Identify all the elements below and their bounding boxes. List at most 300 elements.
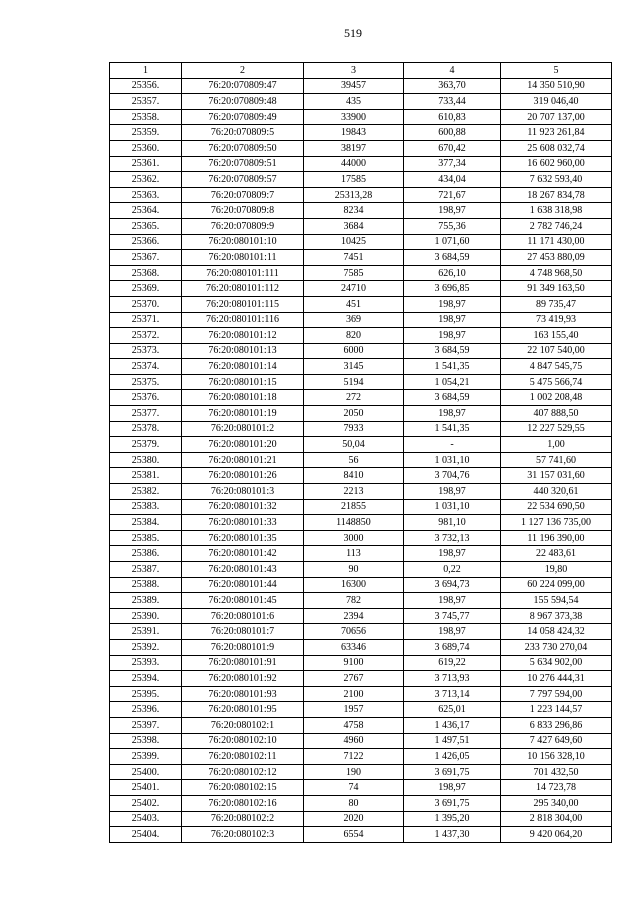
area-cell: 7585 <box>304 265 404 281</box>
row-number-cell: 25394. <box>110 671 182 687</box>
row-number-cell: 25386. <box>110 546 182 562</box>
rate-cell: 1 436,17 <box>404 717 501 733</box>
page-number: 519 <box>344 26 362 40</box>
area-cell: 21855 <box>304 499 404 515</box>
table-row <box>110 328 612 344</box>
rate-cell: 1 541,35 <box>404 359 501 375</box>
area-cell: 90 <box>304 562 404 578</box>
cadastral-number-cell: 76:20:080101:33 <box>182 515 304 531</box>
table-row <box>110 530 612 546</box>
value-cell: 60 224 099,00 <box>501 577 612 593</box>
cadastral-number-cell: 76:20:070809:47 <box>182 78 304 94</box>
row-number-cell: 25364. <box>110 203 182 219</box>
value-cell: 10 276 444,31 <box>501 671 612 687</box>
cadastral-number-cell: 76:20:080101:112 <box>182 281 304 297</box>
row-number-cell: 25395. <box>110 686 182 702</box>
cadastral-number-cell: 76:20:080102:15 <box>182 780 304 796</box>
rate-cell: 198,97 <box>404 406 501 422</box>
rate-cell: 1 031,10 <box>404 452 501 468</box>
area-cell: 369 <box>304 312 404 328</box>
row-number-cell: 25396. <box>110 702 182 718</box>
rate-cell: 600,88 <box>404 125 501 141</box>
rate-cell: 1 541,35 <box>404 421 501 437</box>
rate-cell: 1 497,51 <box>404 733 501 749</box>
value-cell: 2 818 304,00 <box>501 811 612 827</box>
table-row <box>110 421 612 437</box>
row-number-cell: 25361. <box>110 156 182 172</box>
rate-cell: 363,70 <box>404 78 501 94</box>
value-cell: 11 171 430,00 <box>501 234 612 250</box>
rate-cell: 198,97 <box>404 203 501 219</box>
cadastral-number-cell: 76:20:080101:13 <box>182 343 304 359</box>
row-number-cell: 25404. <box>110 827 182 843</box>
row-number-cell: 25363. <box>110 187 182 203</box>
value-cell: 319 046,40 <box>501 94 612 110</box>
value-cell: 22 107 540,00 <box>501 343 612 359</box>
rate-cell: 198,97 <box>404 546 501 562</box>
table-row <box>110 390 612 406</box>
row-number-cell: 25356. <box>110 78 182 94</box>
area-cell: 25313,28 <box>304 187 404 203</box>
value-cell: 27 453 880,09 <box>501 250 612 266</box>
row-number-cell: 25369. <box>110 281 182 297</box>
rate-cell: 3 689,74 <box>404 639 501 655</box>
cadastral-number-cell: 76:20:080101:19 <box>182 406 304 422</box>
value-cell: 20 707 137,00 <box>501 109 612 125</box>
value-cell: 22 534 690,50 <box>501 499 612 515</box>
rate-cell: 733,44 <box>404 94 501 110</box>
area-cell: 7933 <box>304 421 404 437</box>
value-cell: 4 748 968,50 <box>501 265 612 281</box>
row-number-cell: 25357. <box>110 94 182 110</box>
rate-cell: 198,97 <box>404 328 501 344</box>
cadastral-number-cell: 76:20:070809:8 <box>182 203 304 219</box>
cadastral-number-cell: 76:20:070809:9 <box>182 218 304 234</box>
table-row <box>110 780 612 796</box>
area-cell: 9100 <box>304 655 404 671</box>
row-number-cell: 25402. <box>110 795 182 811</box>
value-cell: 14 350 510,90 <box>501 78 612 94</box>
rate-cell: 198,97 <box>404 780 501 796</box>
area-cell: 8410 <box>304 468 404 484</box>
area-cell: 451 <box>304 296 404 312</box>
table-row <box>110 764 612 780</box>
cadastral-number-cell: 76:20:080101:15 <box>182 374 304 390</box>
cadastral-number-cell: 76:20:070809:57 <box>182 172 304 188</box>
cadastral-number-cell: 76:20:080101:26 <box>182 468 304 484</box>
data-table <box>109 62 612 843</box>
area-cell: 782 <box>304 593 404 609</box>
cadastral-number-cell: 76:20:070809:48 <box>182 94 304 110</box>
table-row <box>110 234 612 250</box>
rate-cell: 377,34 <box>404 156 501 172</box>
row-number-cell: 25375. <box>110 374 182 390</box>
table-row <box>110 468 612 484</box>
row-number-cell: 25370. <box>110 296 182 312</box>
table-row <box>110 109 612 125</box>
value-cell: 89 735,47 <box>501 296 612 312</box>
rate-cell: 3 745,77 <box>404 608 501 624</box>
row-number-cell: 25374. <box>110 359 182 375</box>
area-cell: 70656 <box>304 624 404 640</box>
table-row <box>110 749 612 765</box>
rate-cell: 1 071,60 <box>404 234 501 250</box>
cadastral-number-cell: 76:20:080101:3 <box>182 484 304 500</box>
table-row <box>110 78 612 94</box>
value-cell: 1,00 <box>501 437 612 453</box>
area-cell: 80 <box>304 795 404 811</box>
value-cell: 295 340,00 <box>501 795 612 811</box>
row-number-cell: 25382. <box>110 484 182 500</box>
table-row <box>110 515 612 531</box>
area-cell: 2213 <box>304 484 404 500</box>
rate-cell: 1 054,21 <box>404 374 501 390</box>
value-cell: 16 602 960,00 <box>501 156 612 172</box>
row-number-cell: 25367. <box>110 250 182 266</box>
area-cell: 39457 <box>304 78 404 94</box>
value-cell: 5 634 902,00 <box>501 655 612 671</box>
value-cell: 1 638 318,98 <box>501 203 612 219</box>
table-row <box>110 686 612 702</box>
area-cell: 4960 <box>304 733 404 749</box>
rate-cell: 3 684,59 <box>404 250 501 266</box>
value-cell: 5 475 566,74 <box>501 374 612 390</box>
row-number-cell: 25391. <box>110 624 182 640</box>
area-cell: 1148850 <box>304 515 404 531</box>
table-row <box>110 733 612 749</box>
table-row <box>110 125 612 141</box>
cadastral-number-cell: 76:20:080101:93 <box>182 686 304 702</box>
table-row <box>110 156 612 172</box>
row-number-cell: 25360. <box>110 140 182 156</box>
rate-cell: 625,01 <box>404 702 501 718</box>
cadastral-number-cell: 76:20:080102:16 <box>182 795 304 811</box>
value-cell: 22 483,61 <box>501 546 612 562</box>
cadastral-number-cell: 76:20:080101:11 <box>182 250 304 266</box>
table-row <box>110 281 612 297</box>
area-cell: 2767 <box>304 671 404 687</box>
column-header: 2 <box>182 63 304 79</box>
area-cell: 272 <box>304 390 404 406</box>
cadastral-number-cell: 76:20:070809:49 <box>182 109 304 125</box>
value-cell: 19,80 <box>501 562 612 578</box>
table-row <box>110 312 612 328</box>
rate-cell: 755,36 <box>404 218 501 234</box>
cadastral-number-cell: 76:20:080101:14 <box>182 359 304 375</box>
value-cell: 440 320,61 <box>501 484 612 500</box>
table-row <box>110 406 612 422</box>
cadastral-number-cell: 76:20:080101:115 <box>182 296 304 312</box>
row-number-cell: 25389. <box>110 593 182 609</box>
cadastral-number-cell: 76:20:080102:12 <box>182 764 304 780</box>
table-row <box>110 671 612 687</box>
table-row <box>110 593 612 609</box>
area-cell: 190 <box>304 764 404 780</box>
value-cell: 11 923 261,84 <box>501 125 612 141</box>
area-cell: 63346 <box>304 639 404 655</box>
row-number-cell: 25380. <box>110 452 182 468</box>
area-cell: 10425 <box>304 234 404 250</box>
area-cell: 7451 <box>304 250 404 266</box>
value-cell: 10 156 328,10 <box>501 749 612 765</box>
table-row <box>110 484 612 500</box>
table-row <box>110 94 612 110</box>
header-row <box>110 63 612 79</box>
area-cell: 24710 <box>304 281 404 297</box>
value-cell: 91 349 163,50 <box>501 281 612 297</box>
cadastral-number-cell: 76:20:070809:5 <box>182 125 304 141</box>
table-row <box>110 203 612 219</box>
table-row <box>110 187 612 203</box>
cadastral-number-cell: 76:20:080101:10 <box>182 234 304 250</box>
cadastral-number-cell: 76:20:080101:91 <box>182 655 304 671</box>
table-row <box>110 717 612 733</box>
row-number-cell: 25400. <box>110 764 182 780</box>
row-number-cell: 25403. <box>110 811 182 827</box>
area-cell: 6554 <box>304 827 404 843</box>
cadastral-number-cell: 76:20:080102:10 <box>182 733 304 749</box>
row-number-cell: 25379. <box>110 437 182 453</box>
cadastral-number-cell: 76:20:080101:35 <box>182 530 304 546</box>
value-cell: 701 432,50 <box>501 764 612 780</box>
table-header <box>110 63 612 79</box>
row-number-cell: 25393. <box>110 655 182 671</box>
area-cell: 4758 <box>304 717 404 733</box>
value-cell: 6 833 296,86 <box>501 717 612 733</box>
table-row <box>110 577 612 593</box>
table-row <box>110 140 612 156</box>
rate-cell: 610,83 <box>404 109 501 125</box>
table-row <box>110 811 612 827</box>
table-row <box>110 655 612 671</box>
value-cell: 31 157 031,60 <box>501 468 612 484</box>
row-number-cell: 25378. <box>110 421 182 437</box>
area-cell: 74 <box>304 780 404 796</box>
row-number-cell: 25359. <box>110 125 182 141</box>
row-number-cell: 25368. <box>110 265 182 281</box>
area-cell: 38197 <box>304 140 404 156</box>
value-cell: 7 632 593,40 <box>501 172 612 188</box>
area-cell: 19843 <box>304 125 404 141</box>
rate-cell: 3 694,73 <box>404 577 501 593</box>
area-cell: 50,04 <box>304 437 404 453</box>
area-cell: 3145 <box>304 359 404 375</box>
area-cell: 113 <box>304 546 404 562</box>
cadastral-number-cell: 76:20:080102:3 <box>182 827 304 843</box>
area-cell: 56 <box>304 452 404 468</box>
column-header: 4 <box>404 63 501 79</box>
area-cell: 6000 <box>304 343 404 359</box>
row-number-cell: 25362. <box>110 172 182 188</box>
rate-cell: 1 426,05 <box>404 749 501 765</box>
value-cell: 57 741,60 <box>501 452 612 468</box>
value-cell: 25 608 032,74 <box>501 140 612 156</box>
row-number-cell: 25373. <box>110 343 182 359</box>
cadastral-number-cell: 76:20:080101:43 <box>182 562 304 578</box>
rate-cell: 3 684,59 <box>404 343 501 359</box>
value-cell: 2 782 746,24 <box>501 218 612 234</box>
cadastral-number-cell: 76:20:080102:11 <box>182 749 304 765</box>
value-cell: 8 967 373,38 <box>501 608 612 624</box>
table-row <box>110 608 612 624</box>
table-row <box>110 250 612 266</box>
table-row <box>110 702 612 718</box>
table-row <box>110 218 612 234</box>
rate-cell: 721,67 <box>404 187 501 203</box>
value-cell: 4 847 545,75 <box>501 359 612 375</box>
rate-cell: 981,10 <box>404 515 501 531</box>
row-number-cell: 25371. <box>110 312 182 328</box>
rate-cell: 3 691,75 <box>404 795 501 811</box>
area-cell: 33900 <box>304 109 404 125</box>
table-body <box>110 78 612 842</box>
table-row <box>110 546 612 562</box>
rate-cell: 1 437,30 <box>404 827 501 843</box>
rate-cell: 619,22 <box>404 655 501 671</box>
row-number-cell: 25376. <box>110 390 182 406</box>
value-cell: 7 797 594,00 <box>501 686 612 702</box>
area-cell: 2394 <box>304 608 404 624</box>
rate-cell: 3 684,59 <box>404 390 501 406</box>
rate-cell: 3 704,76 <box>404 468 501 484</box>
table-row <box>110 296 612 312</box>
area-cell: 1957 <box>304 702 404 718</box>
row-number-cell: 25401. <box>110 780 182 796</box>
rate-cell: 1 395,20 <box>404 811 501 827</box>
cadastral-number-cell: 76:20:070809:51 <box>182 156 304 172</box>
rate-cell: - <box>404 437 501 453</box>
table-row <box>110 795 612 811</box>
value-cell: 1 002 208,48 <box>501 390 612 406</box>
cadastral-number-cell: 76:20:080101:12 <box>182 328 304 344</box>
value-cell: 155 594,54 <box>501 593 612 609</box>
rate-cell: 198,97 <box>404 593 501 609</box>
rate-cell: 626,10 <box>404 265 501 281</box>
cadastral-number-cell: 76:20:080101:42 <box>182 546 304 562</box>
rate-cell: 3 732,13 <box>404 530 501 546</box>
rate-cell: 1 031,10 <box>404 499 501 515</box>
cadastral-number-cell: 76:20:080101:2 <box>182 421 304 437</box>
cadastral-number-cell: 76:20:080101:111 <box>182 265 304 281</box>
value-cell: 9 420 064,20 <box>501 827 612 843</box>
value-cell: 163 155,40 <box>501 328 612 344</box>
table-row <box>110 499 612 515</box>
area-cell: 2050 <box>304 406 404 422</box>
rate-cell: 3 713,14 <box>404 686 501 702</box>
table-row <box>110 359 612 375</box>
rate-cell: 670,42 <box>404 140 501 156</box>
area-cell: 17585 <box>304 172 404 188</box>
row-number-cell: 25385. <box>110 530 182 546</box>
cadastral-number-cell: 76:20:080101:44 <box>182 577 304 593</box>
area-cell: 435 <box>304 94 404 110</box>
row-number-cell: 25399. <box>110 749 182 765</box>
area-cell: 820 <box>304 328 404 344</box>
table-row <box>110 437 612 453</box>
cadastral-number-cell: 76:20:080101:20 <box>182 437 304 453</box>
area-cell: 3000 <box>304 530 404 546</box>
table-row <box>110 265 612 281</box>
row-number-cell: 25372. <box>110 328 182 344</box>
cadastral-number-cell: 76:20:080101:18 <box>182 390 304 406</box>
row-number-cell: 25397. <box>110 717 182 733</box>
table-row <box>110 639 612 655</box>
cadastral-number-cell: 76:20:080101:45 <box>182 593 304 609</box>
row-number-cell: 25365. <box>110 218 182 234</box>
table-row <box>110 172 612 188</box>
table-row <box>110 343 612 359</box>
rate-cell: 3 696,85 <box>404 281 501 297</box>
row-number-cell: 25381. <box>110 468 182 484</box>
column-header: 1 <box>110 63 182 79</box>
value-cell: 407 888,50 <box>501 406 612 422</box>
table-row <box>110 624 612 640</box>
rate-cell: 434,04 <box>404 172 501 188</box>
column-header: 3 <box>304 63 404 79</box>
row-number-cell: 25383. <box>110 499 182 515</box>
row-number-cell: 25358. <box>110 109 182 125</box>
row-number-cell: 25384. <box>110 515 182 531</box>
table-row <box>110 827 612 843</box>
area-cell: 2100 <box>304 686 404 702</box>
row-number-cell: 25388. <box>110 577 182 593</box>
rate-cell: 198,97 <box>404 312 501 328</box>
value-cell: 12 227 529,55 <box>501 421 612 437</box>
cadastral-number-cell: 76:20:070809:7 <box>182 187 304 203</box>
cadastral-number-cell: 76:20:080101:92 <box>182 671 304 687</box>
row-number-cell: 25377. <box>110 406 182 422</box>
table-row <box>110 452 612 468</box>
cadastral-number-cell: 76:20:080101:6 <box>182 608 304 624</box>
cadastral-number-cell: 76:20:080101:7 <box>182 624 304 640</box>
cadastral-number-cell: 76:20:080101:95 <box>182 702 304 718</box>
value-cell: 18 267 834,78 <box>501 187 612 203</box>
value-cell: 14 058 424,32 <box>501 624 612 640</box>
rate-cell: 198,97 <box>404 484 501 500</box>
rate-cell: 3 713,93 <box>404 671 501 687</box>
area-cell: 7122 <box>304 749 404 765</box>
row-number-cell: 25390. <box>110 608 182 624</box>
value-cell: 73 419,93 <box>501 312 612 328</box>
cadastral-number-cell: 76:20:070809:50 <box>182 140 304 156</box>
table-row <box>110 562 612 578</box>
cadastral-number-cell: 76:20:080101:116 <box>182 312 304 328</box>
area-cell: 44000 <box>304 156 404 172</box>
area-cell: 3684 <box>304 218 404 234</box>
value-cell: 11 196 390,00 <box>501 530 612 546</box>
area-cell: 5194 <box>304 374 404 390</box>
row-number-cell: 25392. <box>110 639 182 655</box>
value-cell: 1 127 136 735,00 <box>501 515 612 531</box>
value-cell: 14 723,78 <box>501 780 612 796</box>
value-cell: 233 730 270,04 <box>501 639 612 655</box>
value-cell: 7 427 649,60 <box>501 733 612 749</box>
table-row <box>110 374 612 390</box>
rate-cell: 0,22 <box>404 562 501 578</box>
row-number-cell: 25387. <box>110 562 182 578</box>
rate-cell: 3 691,75 <box>404 764 501 780</box>
cadastral-number-cell: 76:20:080101:9 <box>182 639 304 655</box>
cadastral-number-cell: 76:20:080102:2 <box>182 811 304 827</box>
row-number-cell: 25366. <box>110 234 182 250</box>
value-cell: 1 223 144,57 <box>501 702 612 718</box>
column-header: 5 <box>501 63 612 79</box>
area-cell: 2020 <box>304 811 404 827</box>
area-cell: 8234 <box>304 203 404 219</box>
rate-cell: 198,97 <box>404 296 501 312</box>
cadastral-number-cell: 76:20:080101:21 <box>182 452 304 468</box>
cadastral-number-cell: 76:20:080101:32 <box>182 499 304 515</box>
